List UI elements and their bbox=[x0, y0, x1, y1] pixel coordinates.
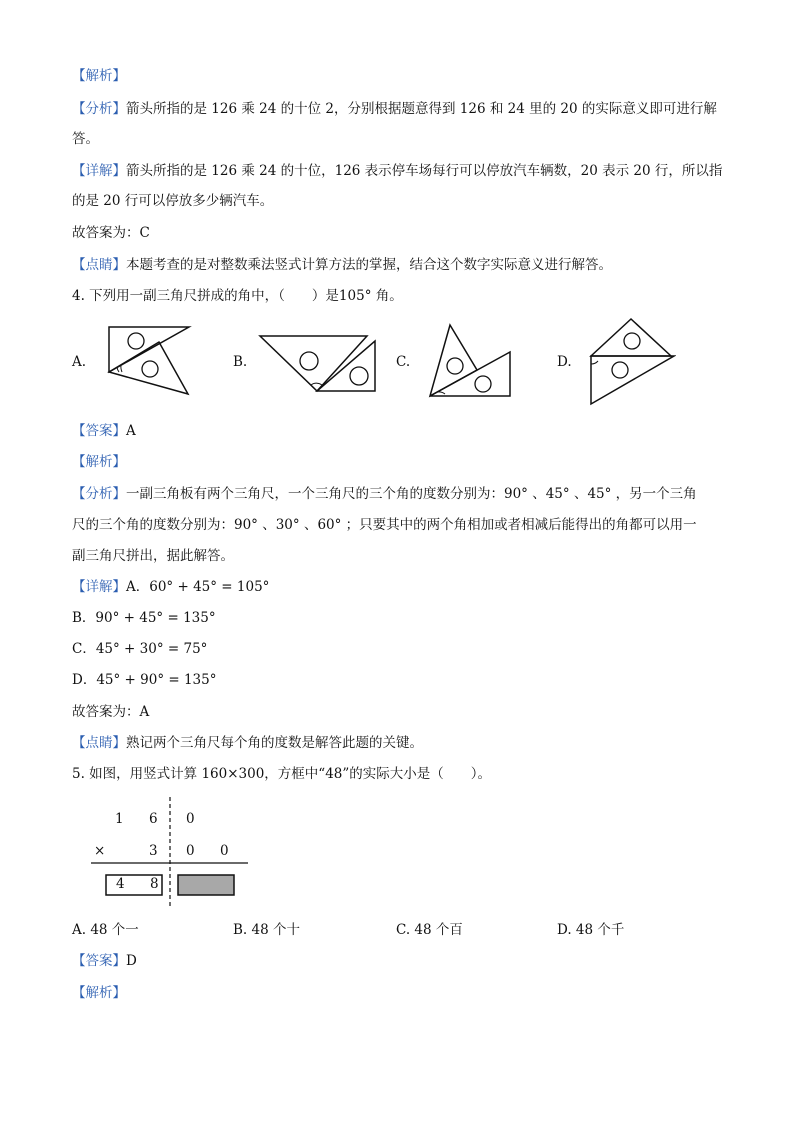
option-b-label: B. bbox=[233, 354, 248, 370]
result-digit-8: 8 bbox=[150, 876, 159, 892]
xiangjie-q4-line bbox=[72, 577, 269, 597]
q5-option-d: D. 48 个千 bbox=[557, 922, 625, 938]
fenxi-q4-line-1 bbox=[72, 484, 697, 504]
xiangjie-tag-q4: 【详解】 bbox=[72, 579, 126, 595]
fenxi-tag: 【分析】 bbox=[72, 101, 126, 117]
fenxi-q4-text-1: 一副三角板有两个三角尺，一个三角尺的三个角的度数分别为：90° 、45° 、45° ，另一个三角 bbox=[126, 486, 697, 502]
fenxi-q4-line-2: 尺的三个角的度数分别为：90° 、30° 、60° ；只要其中的两个角相加或者相减后能得出的角都可以用一 bbox=[72, 517, 697, 533]
vertical-calculation bbox=[88, 795, 258, 910]
row2-digit-2: 0 bbox=[186, 843, 195, 859]
daan-value-q4: A bbox=[126, 423, 136, 439]
option-a-figure bbox=[104, 322, 194, 397]
row2-digit-3: 0 bbox=[220, 843, 229, 859]
daan-tag-q4: 【答案】 bbox=[72, 423, 126, 439]
answer-line-q5 bbox=[72, 951, 137, 971]
dianjing-line-q3 bbox=[72, 255, 612, 275]
dianjing-line-q4 bbox=[72, 733, 423, 753]
option-c-figure bbox=[425, 322, 515, 400]
option-c-label: C. bbox=[396, 354, 411, 370]
option-d-label: D. bbox=[557, 354, 572, 370]
answer-q3: 故答案为：C bbox=[72, 225, 150, 241]
option-a-label: A. bbox=[72, 354, 87, 370]
question-5: 5. 如图，用竖式计算 160×300，方框中“48”的实际大小是（ ）。 bbox=[72, 766, 492, 782]
row1-digit-3: 0 bbox=[186, 811, 195, 827]
fenxi-line-2: 答。 bbox=[72, 131, 99, 147]
xiangjie-line-1 bbox=[72, 161, 722, 181]
result-digit-4: 4 bbox=[116, 876, 125, 892]
q5-option-b: B. 48 个十 bbox=[233, 922, 300, 938]
option-b-figure bbox=[257, 333, 379, 395]
option-d-figure bbox=[586, 316, 676, 408]
calc-a: A．60° + 45° = 105° bbox=[126, 579, 270, 595]
xiangjie-text-1: 箭头所指的是 126 乘 24 的十位，126 表示停车场每行可以停放汽车辆数，20 表示 20 行，所以指 bbox=[126, 163, 723, 179]
row1-digit-2: 6 bbox=[149, 811, 158, 827]
fenxi-line-1 bbox=[72, 99, 717, 119]
daan-tag-q5: 【答案】 bbox=[72, 953, 126, 969]
multiply-sign: × bbox=[94, 843, 106, 859]
fenxi-tag-q4: 【分析】 bbox=[72, 486, 126, 502]
dianjing-tag-q4: 【点睛】 bbox=[72, 735, 126, 751]
calc-lines bbox=[88, 795, 258, 910]
jiexi-heading-q5: 【解析】 bbox=[72, 985, 126, 1001]
fenxi-text-1: 箭头所指的是 126 乘 24 的十位 2，分别根据题意得到 126 和 24 里的 20 的实际意义即可进行解 bbox=[126, 101, 717, 117]
jiexi-heading-q4: 【解析】 bbox=[72, 454, 126, 470]
q5-option-a: A. 48 个一 bbox=[72, 922, 139, 938]
dianjing-text: 本题考查的是对整数乘法竖式计算方法的掌握，结合这个数字实际意义进行解答。 bbox=[126, 257, 612, 273]
row1-digit-1: 1 bbox=[115, 811, 124, 827]
answer-line-q4 bbox=[72, 421, 136, 441]
calc-d: D．45° + 90° = 135° bbox=[72, 672, 217, 688]
jiexi-heading-q3: 【解析】 bbox=[72, 68, 126, 84]
xiangjie-tag: 【详解】 bbox=[72, 163, 126, 179]
answer-q4: 故答案为：A bbox=[72, 704, 150, 720]
fenxi-q4-line-3: 副三角尺拼出，据此解答。 bbox=[72, 548, 234, 564]
dianjing-tag: 【点睛】 bbox=[72, 257, 126, 273]
q5-option-c: C. 48 个百 bbox=[396, 922, 463, 938]
daan-value-q5: D bbox=[126, 953, 137, 969]
question-4: 4. 下列用一副三角尺拼成的角中，（ ）是105° 角。 bbox=[72, 288, 403, 304]
calc-c: C．45° + 30° = 75° bbox=[72, 641, 208, 657]
row2-digit-1: 3 bbox=[149, 843, 158, 859]
dianjing-text-q4: 熟记两个三角尺每个角的度数是解答此题的关键。 bbox=[126, 735, 423, 751]
xiangjie-line-2: 的是 20 行可以停放多少辆汽车。 bbox=[72, 193, 274, 209]
calc-b: B．90° + 45° = 135° bbox=[72, 610, 216, 626]
